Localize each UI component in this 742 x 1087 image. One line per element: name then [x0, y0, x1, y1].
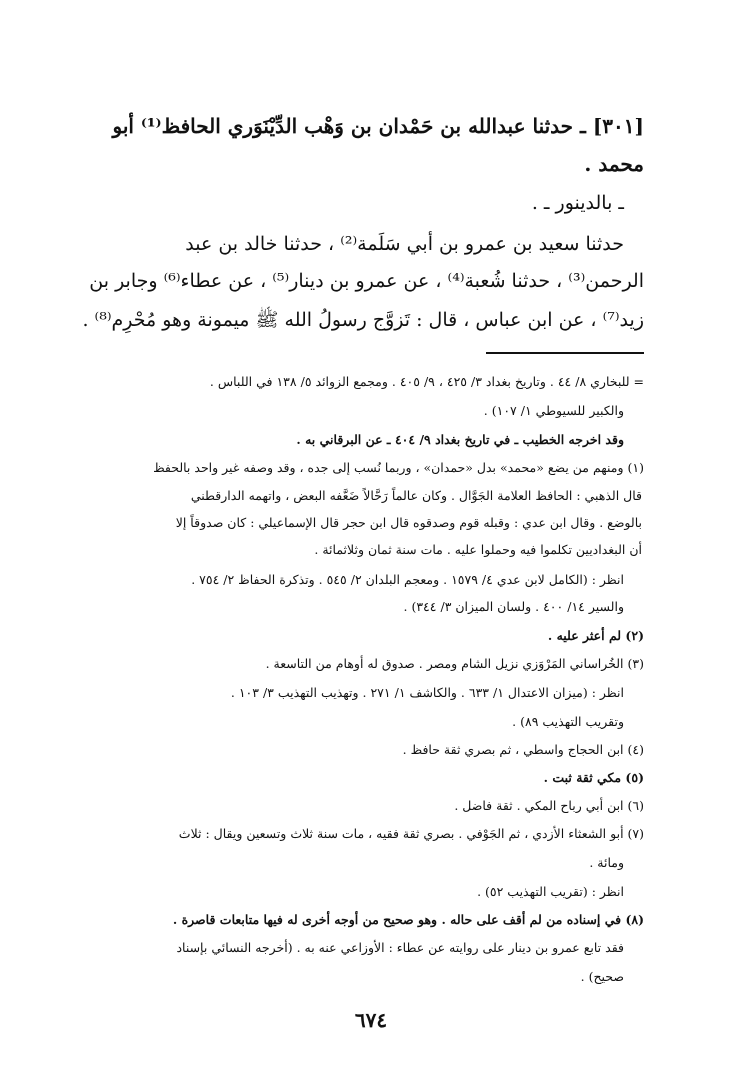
hadith-text-line-3: زيد⁽⁷⁾ ، عن ابن عباس ، قال : تَزوَّج رسولُ الله ﷺ ميمونة وهو مُحْرِم⁽⁸⁾ . — [82, 309, 644, 331]
entry-place: ـ بالدينور ـ . — [531, 192, 624, 214]
footnote-line: (٧) أبو الشعثاء الأزدي ، ثم الجَوْفي . بصري ثقة فقيه ، مات سنة ثلاث وتسعين ويقال : ثلاث — [178, 826, 644, 841]
footnote-line: أن البغداديين تكلموا فيه وحملوا عليه . مات سنة ثمان وثلاثمائة . — [314, 542, 642, 557]
hadith-text-line-1: حدثنا سعيد بن عمرو بن أبي سَلَمة⁽²⁾ ، حدثنا خالد بن عبد — [185, 233, 624, 255]
footnote-line: (٨) في إسناده من لم أقف على حاله . وهو صحيح من أوجه أخرى له فيها متابعات قاصرة . — [172, 912, 644, 927]
footnote-line: = للبخاري ٨/ ٤٤ . وتاريخ بغداد ٣/ ٤٢٥ ، ٩/ ٤٠٥ . ومجمع الزوائد ٥/ ١٣٨ في اللباس . — [209, 374, 644, 389]
footnote-line: (٦) ابن أبي رباح المكي . ثقة فاضل . — [454, 798, 644, 813]
entry-heading-line-2: محمد . — [584, 152, 644, 176]
footnote-line: (٤) ابن الحجاج واسطي ، ثم بصري ثقة حافظ . — [402, 742, 644, 757]
footnote-line: (٥) مكي ثقة ثبت . — [543, 770, 644, 785]
hadith-text-line-2: الرحمن⁽³⁾ ، حدثنا شُعبة⁽⁴⁾ ، عن عمرو بن دينار⁽⁵⁾ ، عن عطاء⁽⁶⁾ وجابر بن — [89, 270, 644, 292]
footnote-line: وقد اخرجه الخطيب ـ في تاريخ بغداد ٩/ ٤٠٤ ـ عن البرقاني به . — [296, 432, 624, 447]
footnote-line: بالوضع . وقال ابن عدي : وقبله قوم وصدقوه قال ابن حجر قال الإسماعيلي : كان صدوقاً إلا — [175, 515, 642, 530]
footnote-line: ومائة . — [589, 855, 624, 870]
footnote-line: انظر : (ميزان الاعتدال ١/ ٦٣٣ . والكاشف ١/ ٢٧١ . وتهذيب التهذيب ٣/ ١٠٣ . — [230, 685, 624, 700]
page-number: ٦٧٤ — [354, 1008, 388, 1032]
footnote-line: وتقريب التهذيب ٨٩) . — [512, 714, 624, 729]
footnote-line: (٢) لم أعثر عليه . — [547, 628, 644, 643]
footnote-line: (٣) الخُراساني المَرْوَزي نزيل الشام ومصر . صدوق له أوهام من التاسعة . — [265, 656, 644, 671]
footnote-line: انظر : (تقريب التهذيب ٥٢) . — [477, 884, 624, 899]
footnote-line: والسير ١٤/ ٤٠٠ . ولسان الميزان ٣/ ٣٤٤) . — [403, 599, 624, 614]
footnote-line: صحيح) . — [580, 969, 624, 984]
footnote-separator — [486, 352, 644, 354]
entry-heading-line-1: [٣٠١] ـ حدثنا عبدالله بن حَمْدان بن وَهْب الدِّيْنَوَري الحافظ⁽¹⁾ أبو — [112, 114, 644, 138]
footnote-line: والكبير للسيوطي ١/ ١٠٧) . — [483, 403, 624, 418]
footnote-line: (١) ومنهم من يضع «محمد» بدل «حمدان» ، وربما نُسب إلى جده ، وقد وصفه غير واحد بالحفظ — [153, 460, 644, 475]
footnote-line: قال الذهبي : الحافظ العلامة الجَوَّال . وكان عالماً رَحَّالاً ضَعَّفه البعض ، واتهمه الدارقطني — [190, 488, 642, 503]
footnote-line: انظر : (الكامل لابن عدي ٤/ ١٥٧٩ . ومعجم البلدان ٢/ ٥٤٥ . وتذكرة الحفاظ ٢/ ٧٥٤ . — [191, 572, 624, 587]
footnote-line: فقد تابع عمرو بن دينار على روايته عن عطاء : الأوزاعي عنه به . (أخرجه النسائي بإسناد — [176, 940, 624, 955]
